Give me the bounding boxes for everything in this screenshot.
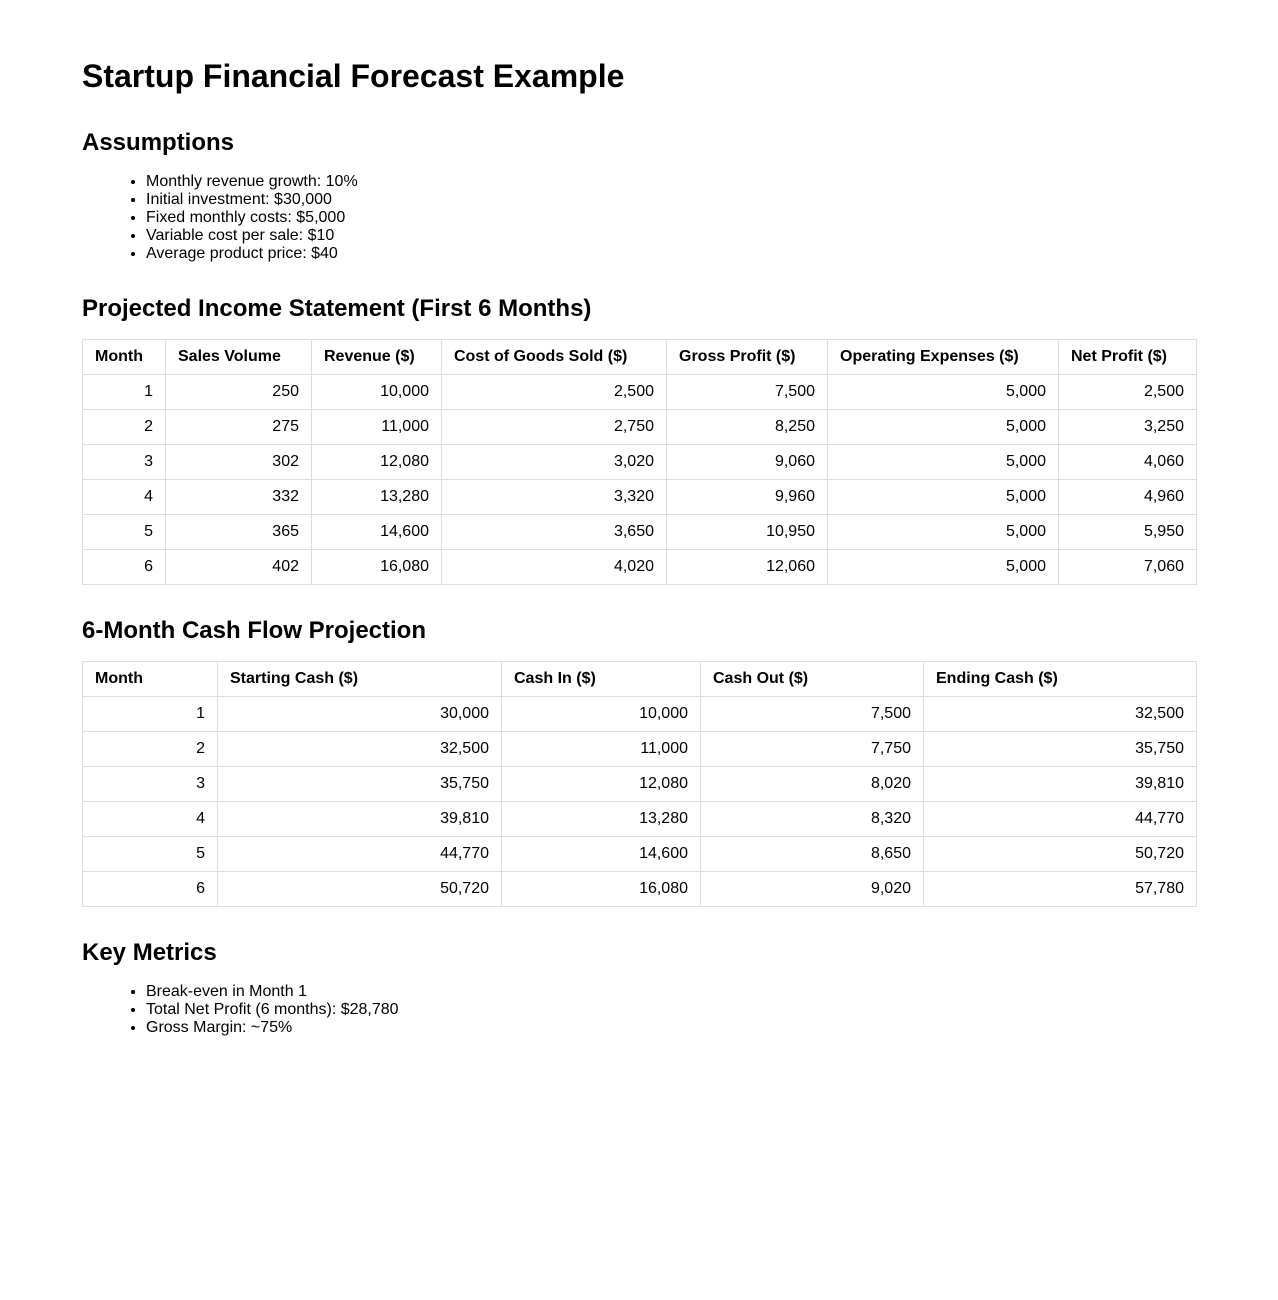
table-cell: 12,080 [312, 445, 442, 480]
table-row [83, 837, 1197, 872]
column-header: Month [83, 340, 166, 375]
column-header: Cost of Goods Sold ($) [442, 340, 667, 375]
column-header: Month [83, 662, 218, 697]
table-row [83, 550, 1197, 585]
table-cell: 10,000 [502, 697, 701, 732]
table-cell: 4,960 [1059, 480, 1197, 515]
table-cell: 3 [83, 445, 166, 480]
table-cell: 32,500 [924, 697, 1197, 732]
table-cell: 9,960 [667, 480, 828, 515]
list-item: • Break-even in Month 1 [146, 983, 399, 1001]
table-cell: 5,000 [828, 375, 1059, 410]
table-cell: 3,650 [442, 515, 667, 550]
assumptions-list [82, 173, 358, 263]
table-cell: 2 [83, 410, 166, 445]
page-title: Startup Financial Forecast Example [82, 58, 625, 94]
table-row [83, 732, 1197, 767]
table-row [83, 802, 1197, 837]
table-cell: 14,600 [312, 515, 442, 550]
table-cell: 35,750 [924, 732, 1197, 767]
table-cell: 16,080 [502, 872, 701, 907]
column-header: Revenue ($) [312, 340, 442, 375]
table-cell: 3,320 [442, 480, 667, 515]
column-header: Sales Volume [166, 340, 312, 375]
list-item: • Average product price: $40 [146, 245, 358, 263]
table-row [83, 375, 1197, 410]
table-cell: 7,500 [701, 697, 924, 732]
table-cell: 39,810 [924, 767, 1197, 802]
table-cell: 44,770 [924, 802, 1197, 837]
table-cell: 5,000 [828, 550, 1059, 585]
table-cell: 7,500 [667, 375, 828, 410]
table-cell: 5 [83, 837, 218, 872]
list-item: • Initial investment: $30,000 [146, 191, 358, 209]
table-cell: 9,060 [667, 445, 828, 480]
table-cell: 2 [83, 732, 218, 767]
table-cell: 5,000 [828, 410, 1059, 445]
assumptions-heading: Assumptions [82, 129, 235, 156]
table-cell: 4 [83, 480, 166, 515]
metrics-heading: Key Metrics [82, 939, 217, 966]
table-cell: 11,000 [312, 410, 442, 445]
table-cell: 12,080 [502, 767, 701, 802]
table-cell: 7,060 [1059, 550, 1197, 585]
table-cell: 12,060 [667, 550, 828, 585]
table-row [83, 410, 1197, 445]
table-cell: 5,000 [828, 480, 1059, 515]
table-cell: 4,020 [442, 550, 667, 585]
table-cell: 8,020 [701, 767, 924, 802]
table-header-row [83, 662, 1197, 697]
table-cell: 57,780 [924, 872, 1197, 907]
list-item: • Variable cost per sale: $10 [146, 227, 358, 245]
table-cell: 250 [166, 375, 312, 410]
column-header: Operating Expenses ($) [828, 340, 1059, 375]
table-cell: 2,500 [1059, 375, 1197, 410]
table-cell: 6 [83, 550, 166, 585]
table-cell: 332 [166, 480, 312, 515]
list-item: • Monthly revenue growth: 10% [146, 173, 358, 191]
table-cell: 275 [166, 410, 312, 445]
table-cell: 32,500 [218, 732, 502, 767]
table-cell: 5,000 [828, 515, 1059, 550]
table-cell: 1 [83, 697, 218, 732]
table-cell: 3 [83, 767, 218, 802]
cashflow-heading: 6-Month Cash Flow Projection [82, 617, 427, 644]
column-header: Gross Profit ($) [667, 340, 828, 375]
table-cell: 2,500 [442, 375, 667, 410]
column-header: Starting Cash ($) [218, 662, 502, 697]
table-cell: 9,020 [701, 872, 924, 907]
table-cell: 44,770 [218, 837, 502, 872]
table-row [83, 480, 1197, 515]
table-cell: 3,250 [1059, 410, 1197, 445]
table-cell: 4,060 [1059, 445, 1197, 480]
table-row [83, 515, 1197, 550]
table-cell: 5 [83, 515, 166, 550]
table-cell: 10,950 [667, 515, 828, 550]
table-cell: 302 [166, 445, 312, 480]
table-cell: 11,000 [502, 732, 701, 767]
table-cell: 8,250 [667, 410, 828, 445]
column-header: Cash Out ($) [701, 662, 924, 697]
list-item: • Total Net Profit (6 months): $28,780 [146, 1001, 399, 1019]
list-item: • Gross Margin: ~75% [146, 1019, 399, 1037]
table-cell: 50,720 [218, 872, 502, 907]
table-cell: 402 [166, 550, 312, 585]
table-cell: 4 [83, 802, 218, 837]
table-cell: 5,950 [1059, 515, 1197, 550]
table-cell: 35,750 [218, 767, 502, 802]
table-row [83, 872, 1197, 907]
table-cell: 50,720 [924, 837, 1197, 872]
table-cell: 5,000 [828, 445, 1059, 480]
column-header: Net Profit ($) [1059, 340, 1197, 375]
table-cell: 14,600 [502, 837, 701, 872]
metrics-list [82, 983, 399, 1037]
cashflow-table [82, 661, 1197, 907]
table-cell: 8,650 [701, 837, 924, 872]
table-cell: 30,000 [218, 697, 502, 732]
table-row [83, 445, 1197, 480]
income-statement-table [82, 339, 1197, 585]
column-header: Ending Cash ($) [924, 662, 1197, 697]
table-cell: 1 [83, 375, 166, 410]
table-cell: 13,280 [502, 802, 701, 837]
list-item: • Fixed monthly costs: $5,000 [146, 209, 358, 227]
table-row [83, 697, 1197, 732]
table-cell: 8,320 [701, 802, 924, 837]
table-cell: 3,020 [442, 445, 667, 480]
table-cell: 10,000 [312, 375, 442, 410]
table-cell: 16,080 [312, 550, 442, 585]
table-cell: 365 [166, 515, 312, 550]
column-header: Cash In ($) [502, 662, 701, 697]
table-row [83, 767, 1197, 802]
table-cell: 2,750 [442, 410, 667, 445]
income-heading: Projected Income Statement (First 6 Months) [82, 295, 592, 322]
table-cell: 6 [83, 872, 218, 907]
table-cell: 39,810 [218, 802, 502, 837]
table-cell: 13,280 [312, 480, 442, 515]
table-cell: 7,750 [701, 732, 924, 767]
table-header-row [83, 340, 1197, 375]
